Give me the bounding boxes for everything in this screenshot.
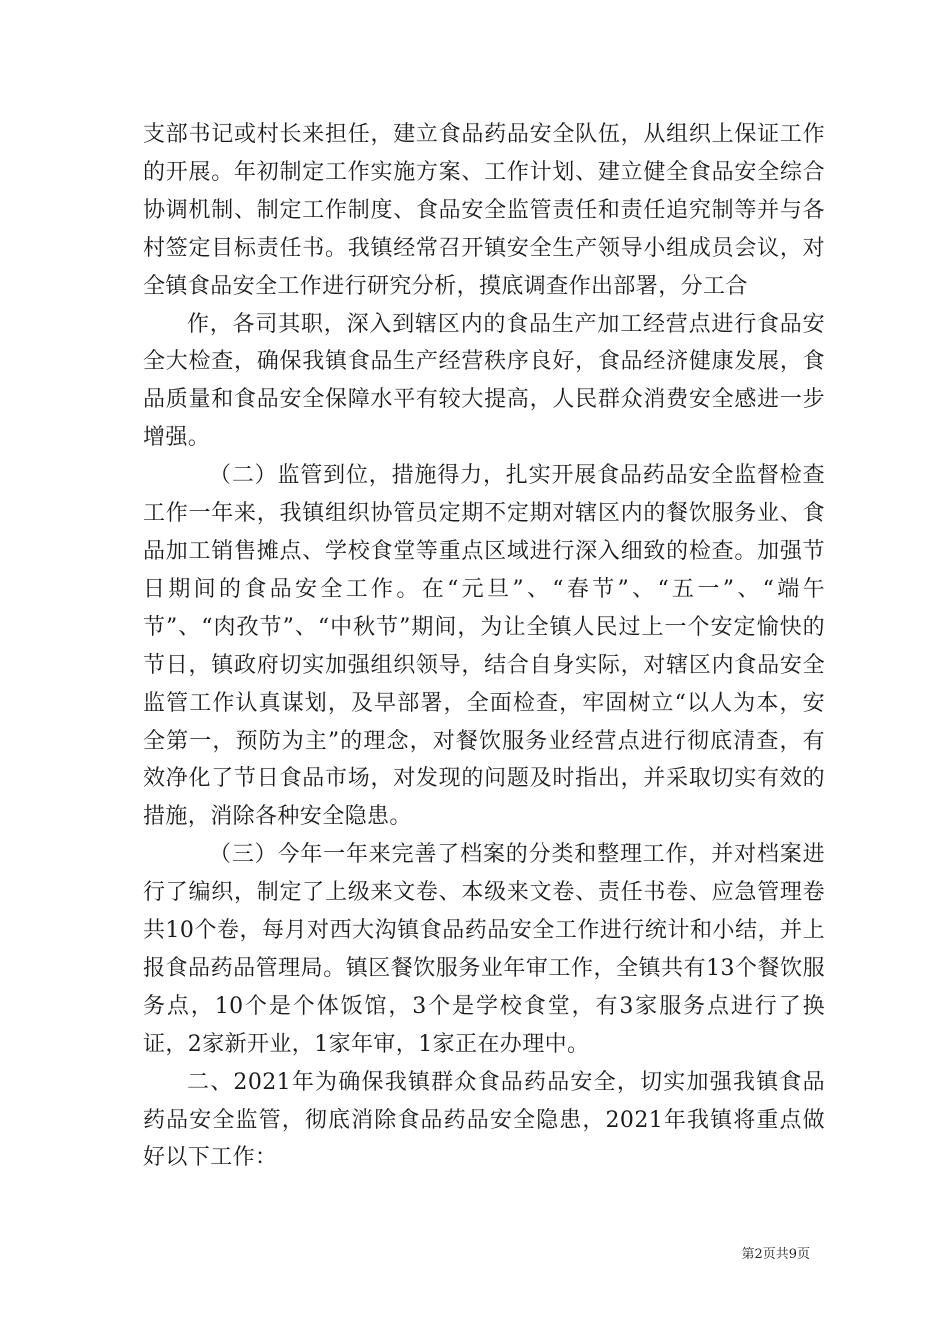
paragraph-continued-2: 作，各司其职，深入到辖区内的食品生产加工经营点进行食品安全大检查，确保我镇食品生产经营秩序良好，食品经济健康发展，食品质量和食品安全保障水平有较大提高，人民群众消费安全感进一步增强。 [143,311,825,451]
page-number-footer: 第2页共9页 [741,1247,810,1262]
paragraph-section-3: （三）今年一年来完善了档案的分类和整理工作，并对档案进行了编织，制定了上级来文卷、本级来文卷、责任书卷、应急管理卷共10个卷，每月对西大沟镇食品药品安全工作进行统计和小结，并上报食品药品管理局。镇区餐饮服务业年审工作，全镇共有13个餐饮服务点，10个是个体饭馆，3个是学校食堂，有3家服务点进行了换证，2家新开业，1家年审，1家正在办理中。 [143,842,825,1057]
paragraph-continued: 支部书记或村长来担任，建立食品药品安全队伍，从组织上保证工作的开展。年初制定工作实施方案、工作计划、建立健全食品安全综合协调机制、制定工作制度、食品安全监管责任和责任追究制等并与各村签定目标责任书。我镇经常召开镇安全生产领导小组成员会议，对全镇食品安全工作进行研究分析，摸底调查作出部署，分工合 [143,122,825,299]
document-body [143,116,825,1177]
paragraph-part-2: 二、2021年为确保我镇群众食品药品安全，切实加强我镇食品药品安全监管，彻底消除食品药品安全隐患，2021年我镇将重点做好以下工作： [143,1069,825,1171]
paragraph-section-2: （二）监管到位，措施得力，扎实开展食品药品安全监督检查工作一年来，我镇组织协管员定期不定期对辖区内的餐饮服务业、食品加工销售摊点、学校食堂等重点区域进行深入细致的检查。加强节日期间的食品安全工作。在“元旦”、“春节”、“五一”、“端午节”、“肉孜节”、“中秋节”期间，为让全镇人民过上一个安定愉快的节日，镇政府切实加强组织领导，结合自身实际，对辖区内食品安全监管工作认真谋划，及早部署，全面检查，牢固树立“以人为本，安全第一，预防为主”的理念，对餐饮服务业经营点进行彻底清查，有效净化了节日食品市场，对发现的问题及时指出，并采取切实有效的措施，消除各种安全隐患。 [143,463,825,830]
